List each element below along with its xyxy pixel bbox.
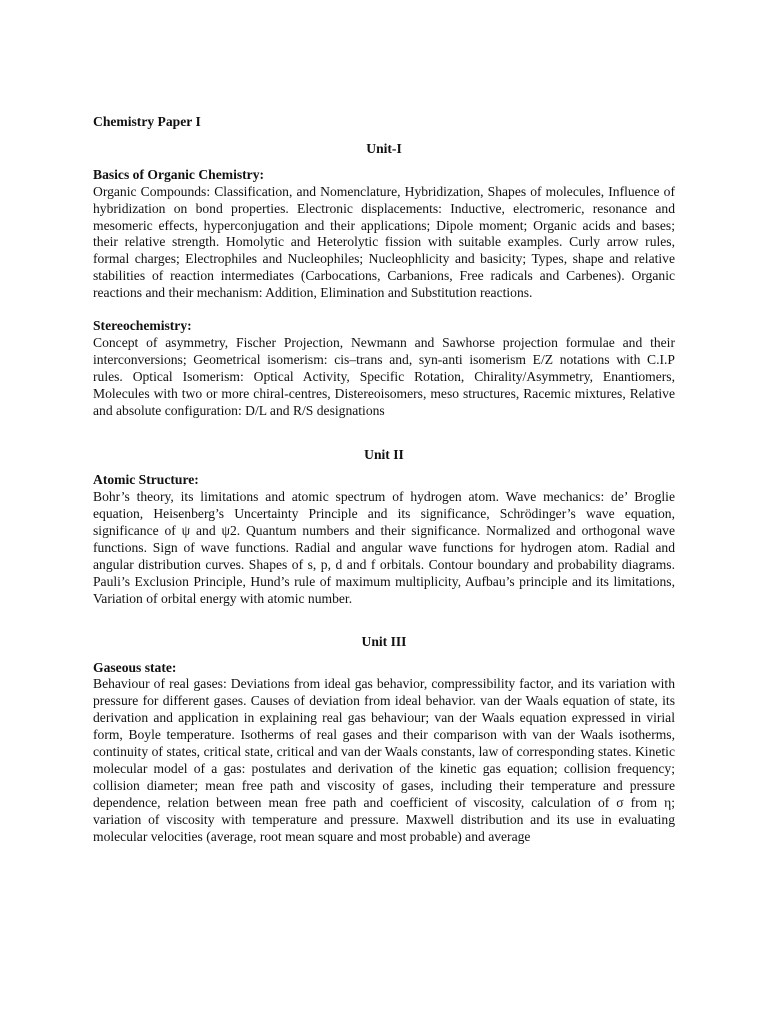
document-title: Chemistry Paper I xyxy=(93,114,201,129)
section-basics-organic-heading: Basics of Organic Chemistry: xyxy=(93,166,265,182)
section-basics-organic-text: Organic Compounds: Classification, and Nomenclature, Hybridization, Shapes of molecules, Influence of hybridization on bond properties. Electronic displacements: Inductive, electromeric, resonance and mesomeric effects, hyperconjugation and their applications; Dipole moment; Organic acids and bases; their relative strength. Homolytic and Heterolytic fission with suitable examples. Curly arrow rules, formal charges; Electrophiles and Nucleophiles; Nucleophlicity and basicity; Types, shape and relative stabilities of reaction intermediates (Carbocations, Carbanions, Free radicals and Carbenes). Organic reactions and their mechanism: Addition, Elimination and Substitution reactions. xyxy=(93,183,675,301)
unit-1-heading: Unit-I xyxy=(366,140,402,156)
section-stereochemistry-text: Concept of asymmetry, Fischer Projection, Newmann and Sawhorse projection formulae and their interconversions; Geometrical isomerism: cis–trans and, syn-anti isomerism E/Z notations with C.I.P rules. Optical Isomerism: Optical Activity, Specific Rotation, Chirality/Asymmetry, Enantiomers, Molecules with two or more chiral-centres, Distereoisomers, meso structures, Racemic mixtures, Relative and absolute configuration: D/L and R/S designations xyxy=(93,334,675,418)
section-gaseous-state-heading: Gaseous state: xyxy=(93,659,177,675)
section-stereochemistry-heading: Stereochemistry: xyxy=(93,318,192,334)
section-gaseous-state-text: Behaviour of real gases: Deviations from ideal gas behavior, compressibility factor, and its variation with pressure for different gases. Causes of deviation from ideal behavior. van der Waals equation of state, its derivation and application in explaining real gas behaviour; van der Waals equation expressed in virial form, Boyle temperature. Isotherms of real gases and their comparison with van der Waals isotherms, continuity of states, critical state, critical and van der Waals constants, law of corresponding states. Kinetic molecular model of a gas: postulates and derivation of the kinetic gas equation; collision frequency; collision diameter; mean free path and viscosity of gases, including their temperature and pressure dependence, relation between mean free path and coefficient of viscosity, calculation of σ from η; variation of viscosity with temperature and pressure. Maxwell distribution and its use in evaluating molecular velocities (average, root mean square and most probable) and average xyxy=(93,676,675,844)
unit-3-heading: Unit III xyxy=(361,633,407,649)
unit-2-heading: Unit II xyxy=(364,446,404,462)
document-page xyxy=(93,114,675,846)
section-atomic-structure-heading: Atomic Structure: xyxy=(93,472,199,488)
section-atomic-structure-text: Bohr’s theory, its limitations and atomic spectrum of hydrogen atom. Wave mechanics: de’ Broglie equation, Heisenberg’s Uncertainty Principle and its significance, Schrödinger’s wave equation, significance of ψ and ψ2. Quantum numbers and their significance. Normalized and orthogonal wave functions. Sign of wave functions. Radial and angular wave functions for hydrogen atom. Radial and angular distribution curves. Shapes of s, p, d and f orbitals. Contour boundary and probability diagrams. Pauli’s Exclusion Principle, Hund’s rule of maximum multiplicity, Aufbau’s principle and its limitations, Variation of orbital energy with atomic number. xyxy=(93,489,675,606)
